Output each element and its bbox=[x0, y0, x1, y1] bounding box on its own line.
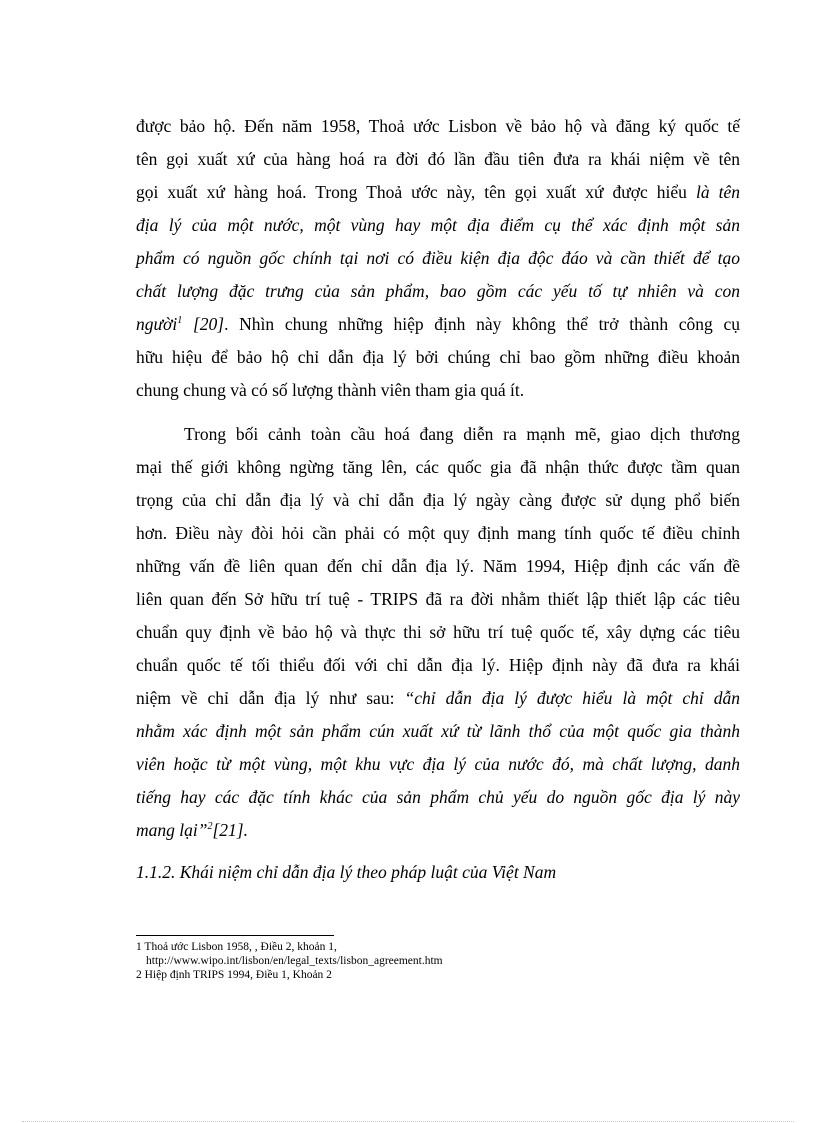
italic-run: mang lại” bbox=[136, 820, 208, 840]
italic-run: “chỉ dẫn địa lý được hiểu là một chỉ dẫn bbox=[404, 688, 740, 708]
text-line bbox=[136, 653, 740, 677]
text-line bbox=[136, 246, 740, 270]
text-line bbox=[136, 312, 740, 336]
footnote-1-link[interactable]: http://www.wipo.int/lisbon/en/legal_texts/lisbon_agreement.htm bbox=[146, 955, 443, 967]
footnotes bbox=[136, 940, 443, 982]
text-run: niệm về chỉ dẫn địa lý như sau: bbox=[136, 688, 405, 708]
text-line bbox=[184, 422, 740, 446]
text-run: chung chung và có số lượng thành viên tham gia quá ít. bbox=[136, 380, 525, 400]
text-run: . Nhìn chung những hiệp định này không thể trở thành công cụ bbox=[224, 314, 741, 334]
text-line bbox=[136, 279, 740, 303]
text-run: hơn. Điều này đòi hỏi cần phải có một quy định mang tính quốc tế điều chỉnh bbox=[136, 523, 740, 543]
text-line bbox=[136, 587, 740, 611]
italic-run: tiếng hay các đặc tính khác của sản phẩm chủ yếu do nguồn gốc địa lý này bbox=[136, 787, 740, 807]
text-line bbox=[136, 719, 740, 743]
text-run: tên gọi xuất xứ của hàng hoá ra đời đó lần đầu tiên đưa ra khái niệm về tên bbox=[136, 149, 740, 169]
text-line bbox=[136, 686, 740, 710]
text-run: được bảo hộ. Đến năm 1958, Thoả ước Lisbon về bảo hộ và đăng ký quốc tế bbox=[136, 116, 740, 136]
footnote-divider bbox=[136, 935, 334, 936]
text-run: liên quan đến Sở hữu trí tuệ - TRIPS đã ra đời nhằm thiết lập thiết lập các tiêu bbox=[136, 589, 740, 609]
text-line bbox=[136, 180, 740, 204]
text-line bbox=[136, 521, 740, 545]
italic-run: địa lý của một nước, một vùng hay một địa điểm cụ thể xác định một sản bbox=[136, 215, 740, 235]
citation: [21]. bbox=[212, 820, 248, 840]
text-run: mại thế giới không ngừng tăng lên, các quốc gia đã nhận thức được tầm quan bbox=[136, 457, 740, 477]
text-line bbox=[136, 455, 740, 479]
text-run: trọng của chỉ dẫn địa lý và chỉ dẫn địa lý ngày càng được sử dụng phổ biến bbox=[136, 490, 740, 510]
footnote-2: 2 Hiệp định TRIPS 1994, Điều 1, Khoản 2 bbox=[136, 969, 332, 981]
text-line bbox=[136, 488, 740, 512]
text-run: hữu hiệu để bảo hộ chỉ dẫn địa lý bởi chúng chỉ bao gồm những điều khoản bbox=[136, 347, 740, 367]
footnote-ref[interactable]: 2 bbox=[207, 821, 213, 833]
text-line bbox=[136, 114, 740, 138]
page-bottom-divider bbox=[22, 1121, 794, 1122]
italic-run: chất lượng đặc trưng của sản phẩm, bao gồm các yếu tố tự nhiên và con bbox=[136, 281, 740, 301]
italic-run: nhằm xác định một sản phẩm cún xuất xứ từ lãnh thổ của một quốc gia thành bbox=[136, 721, 740, 741]
text-line bbox=[136, 378, 740, 402]
italic-run: viên hoặc từ một vùng, một khu vực địa lý của nước đó, mà chất lượng, danh bbox=[136, 754, 740, 774]
italic-run: người bbox=[136, 314, 178, 334]
text-line bbox=[136, 345, 740, 369]
text-line bbox=[136, 213, 740, 237]
text-run: chuẩn quốc tế tối thiểu đối với chỉ dẫn địa lý. Hiệp định này đã đưa ra khái bbox=[136, 655, 740, 675]
italic-run: phẩm có nguồn gốc chính tại nơi có điều kiện địa độc đáo và cần thiết để tạo bbox=[136, 248, 740, 268]
text-run: những vấn đề liên quan đến chỉ dẫn địa lý. Năm 1994, Hiệp định các vấn đề bbox=[136, 556, 740, 576]
section-heading: 1.1.2. Khái niệm chỉ dẫn địa lý theo pháp luật của Việt Nam bbox=[136, 862, 557, 882]
citation: [20] bbox=[182, 314, 225, 334]
text-run: gọi xuất xứ hàng hoá. Trong Thoả ước này, tên gọi xuất xứ được hiểu bbox=[136, 182, 696, 202]
text-line bbox=[136, 785, 740, 809]
text-line bbox=[136, 554, 740, 578]
text-run: Trong bối cảnh toàn cầu hoá đang diễn ra mạnh mẽ, giao dịch thương bbox=[184, 424, 740, 444]
text-line bbox=[136, 620, 740, 644]
text-line bbox=[136, 752, 740, 776]
italic-run: là tên bbox=[695, 182, 740, 202]
footnote-ref[interactable]: 1 bbox=[177, 315, 183, 327]
text-run: chuẩn quy định về bảo hộ và thực thi sở hữu trí tuệ quốc tế, xây dựng các tiêu bbox=[136, 622, 740, 642]
footnote-1: 1 Thoả ước Lisbon 1958, , Điều 2, khoản 1, bbox=[136, 941, 337, 953]
text-line bbox=[136, 147, 740, 171]
text-line bbox=[136, 818, 740, 842]
